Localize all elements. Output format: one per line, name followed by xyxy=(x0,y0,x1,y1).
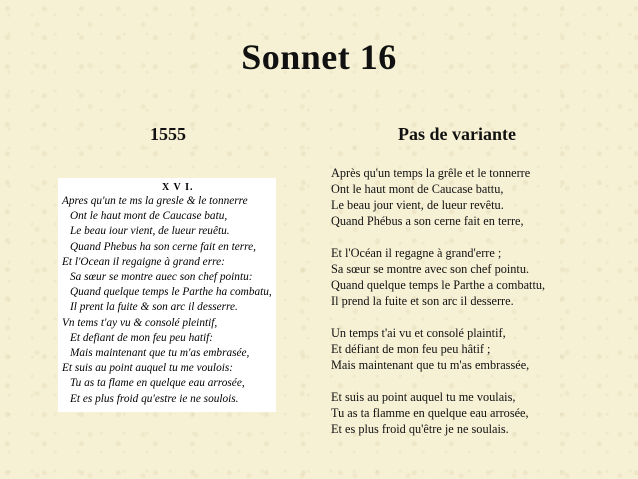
poem-line: Et es plus froid qu'être je ne soulais. xyxy=(331,422,509,437)
stanza xyxy=(331,166,545,230)
scan-line: Sa sœur se montre auec son chef pointu: xyxy=(70,271,253,283)
stanza xyxy=(331,246,545,310)
scan-line: Quand Phebus ha son cerne fait en terre, xyxy=(70,240,256,253)
poem-line: Et défiant de mon feu peu hâtif ; xyxy=(331,342,491,357)
scan-line: Le beau iour vient, de lueur reuêtu. xyxy=(70,225,230,238)
poem-line: Mais maintenant que tu m'as embrassée, xyxy=(331,358,530,373)
variant-note: Pas de variante xyxy=(398,124,516,144)
scan-line: Mais maintenant que tu m'as embrasée, xyxy=(70,347,250,359)
scan-line: Et suis au point auquel tu me voulois: xyxy=(62,362,234,375)
poem-line: Et l'Océan il regagne à grand'erre ; xyxy=(331,246,502,261)
poem-line: Après qu'un temps la grêle et le tonnerre xyxy=(331,166,531,180)
scan-line: Il prent la fuite & son arc il desserre. xyxy=(70,301,238,314)
edition-year: 1555 xyxy=(150,124,186,144)
poem-line: Et suis au point auquel tu me voulais, xyxy=(331,390,516,405)
scan-line: Vn tems t'ay vu & consolé pleintif, xyxy=(62,316,218,329)
scan-line: Ont le haut mont de Caucase batu, xyxy=(70,210,228,223)
sonnet-title: Sonnet 16 xyxy=(241,37,397,77)
poem-line: Quand Phébus a son cerne fait en terre, xyxy=(331,213,524,228)
scan-line: Quand quelque temps le Parthe ha combatu, xyxy=(70,286,272,299)
stanza xyxy=(331,390,545,438)
scan-line: Et l'Ocean il regaigne à grand erre: xyxy=(62,255,225,268)
poem-line: Tu as ta flamme en quelque eau arrosée, xyxy=(331,406,529,421)
poem-line: Sa sœur se montre avec son chef pointu. xyxy=(331,262,530,277)
sonnet-numeral: X V I. xyxy=(162,182,194,193)
scan-line: Tu as ta flame en quelque eau arrosée, xyxy=(70,377,245,390)
modernized-poem xyxy=(331,166,545,455)
scan-line: Et es plus froid qu'estre ie ne soulois. xyxy=(70,392,239,405)
scan-line: Apres qu'un te ms la gresle & le tonnerre xyxy=(62,195,248,207)
scan-line: Et defiant de mon feu peu hatif: xyxy=(70,331,214,344)
poem-line: Quand quelque temps le Parthe a combattu, xyxy=(331,277,546,292)
poem-line: Le beau jour vient, de lueur revêtu. xyxy=(331,197,504,212)
poem-line: Il prend la fuite et son arc il desserre. xyxy=(331,293,514,308)
poem-line: Un temps t'ai vu et consolé plaintif, xyxy=(331,326,506,341)
poem-line: Ont le haut mont de Caucase battu, xyxy=(331,181,504,196)
original-edition-scan xyxy=(58,178,276,412)
stanza xyxy=(331,326,545,374)
